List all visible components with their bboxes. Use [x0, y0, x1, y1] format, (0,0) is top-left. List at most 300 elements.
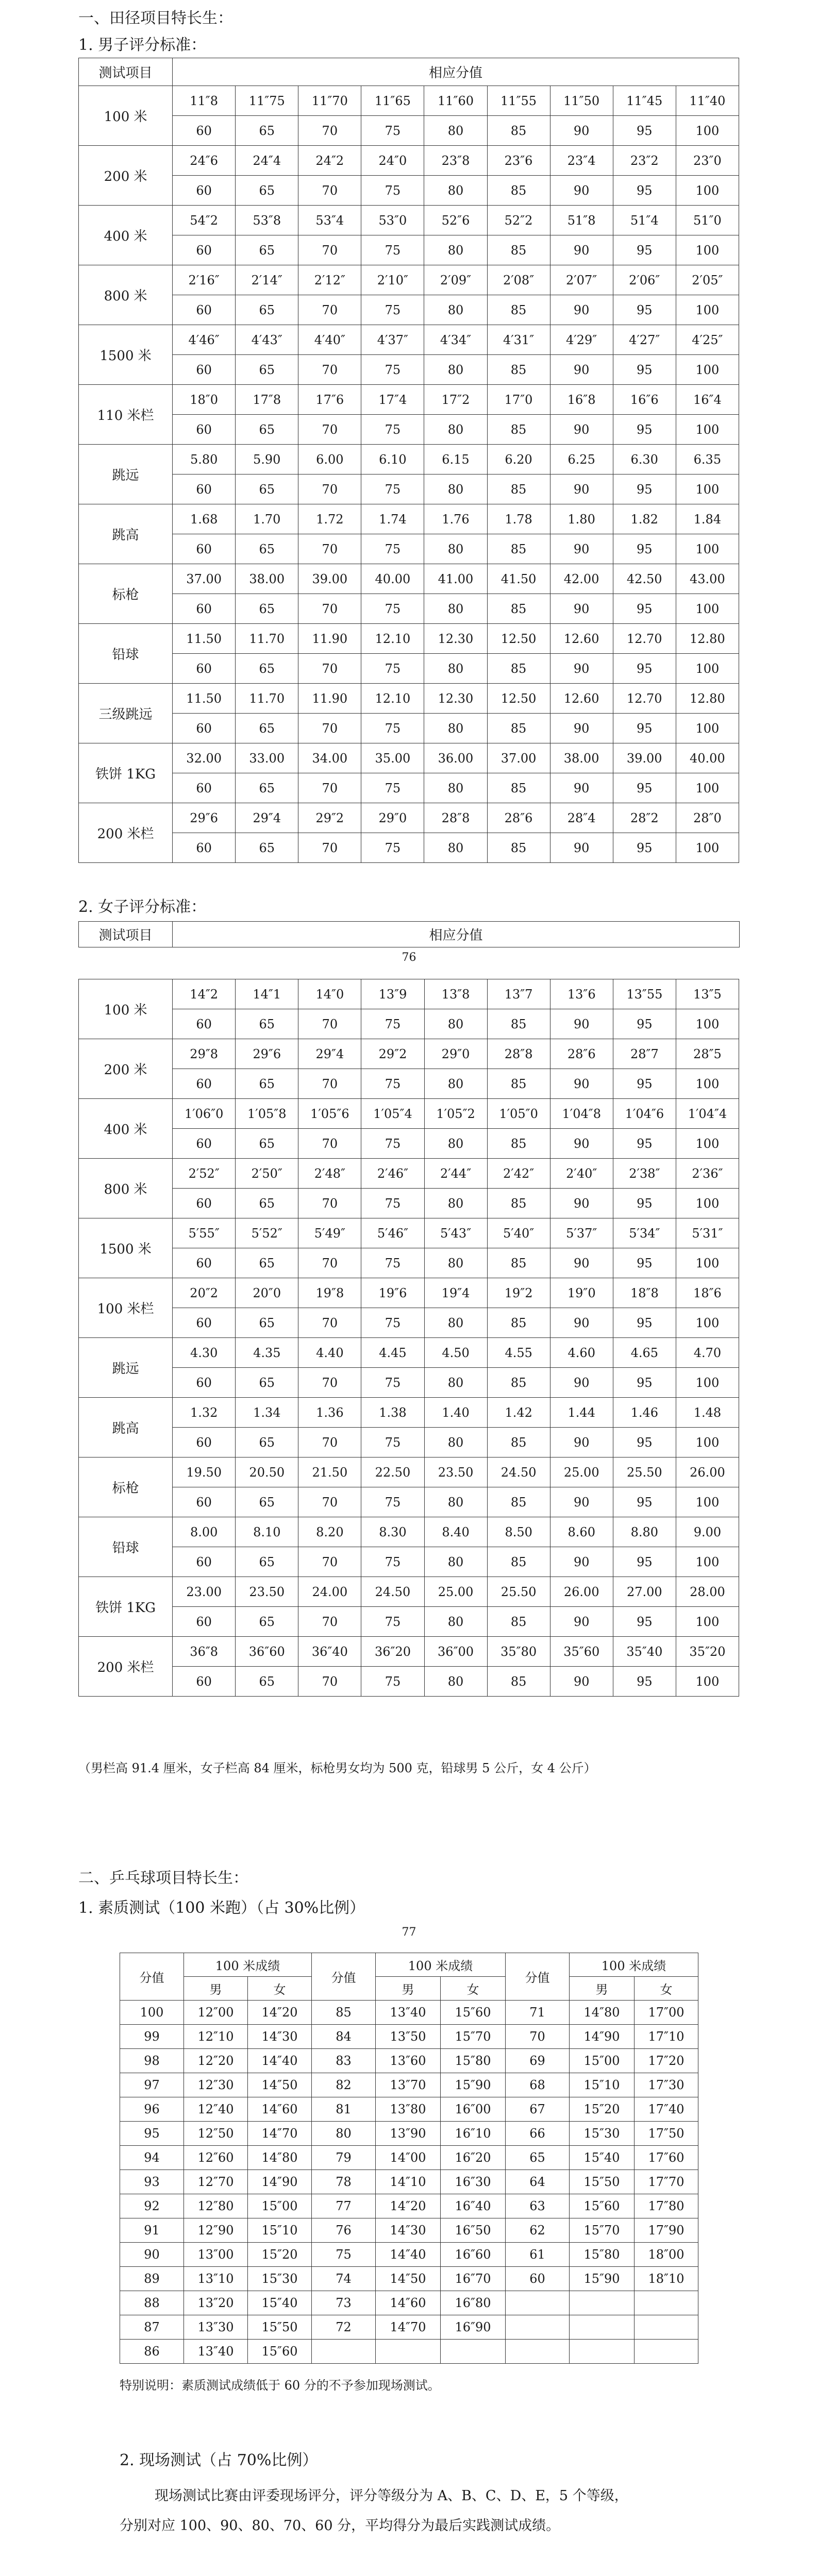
- result-cell: 5′40″: [487, 1218, 550, 1248]
- score-cell: 85: [487, 1009, 550, 1039]
- result-cell: 8.80: [613, 1517, 676, 1547]
- male-time-cell: 12″60: [184, 2146, 248, 2170]
- score-cell: 75: [361, 116, 424, 146]
- col-header-male: 男: [570, 1977, 635, 2001]
- result-cell: 1.80: [550, 504, 613, 534]
- result-cell: 2′40″: [550, 1159, 613, 1189]
- result-cell: 37.00: [487, 743, 550, 773]
- score-row: [79, 1547, 739, 1577]
- result-cell: 24.50: [361, 1577, 424, 1607]
- male-time-cell: 15″80: [570, 2243, 635, 2267]
- score-cell: 65: [236, 1248, 298, 1278]
- result-cell: 24″6: [173, 146, 236, 176]
- score-cell: 60: [173, 1667, 236, 1697]
- result-cell: 21.50: [298, 1458, 361, 1487]
- score-cell: 70: [506, 2025, 570, 2049]
- result-cell: 16″4: [676, 385, 739, 415]
- result-cell: 28″4: [550, 803, 613, 833]
- female-time-cell: [635, 2340, 698, 2364]
- score-cell: 80: [424, 235, 487, 265]
- result-cell: 40.00: [676, 743, 739, 773]
- result-row: [79, 1278, 739, 1308]
- result-cell: 29″0: [424, 1039, 487, 1069]
- male-time-cell: 12″00: [184, 2001, 248, 2025]
- result-cell: 6.00: [298, 445, 361, 474]
- event-name: 跳高: [79, 1398, 173, 1458]
- score-cell: 100: [676, 1009, 739, 1039]
- score-cell: 60: [173, 1368, 236, 1398]
- result-cell: 1.48: [676, 1398, 739, 1428]
- score-cell: 75: [361, 594, 424, 624]
- male-time-cell: 12″80: [184, 2194, 248, 2218]
- score-cell: 98: [120, 2049, 184, 2073]
- female-time-cell: [635, 2291, 698, 2315]
- score-cell: 100: [676, 594, 739, 624]
- male-time-cell: 13″30: [184, 2315, 248, 2340]
- result-cell: 26.00: [550, 1577, 613, 1607]
- result-cell: 20″2: [173, 1278, 236, 1308]
- result-cell: 2′42″: [487, 1159, 550, 1189]
- score-cell: 60: [173, 1487, 236, 1517]
- result-cell: 20″0: [236, 1278, 298, 1308]
- result-row: [79, 624, 739, 654]
- result-cell: 40.00: [361, 564, 424, 594]
- result-cell: 35″40: [613, 1637, 676, 1667]
- score-cell: 100: [676, 176, 739, 206]
- score-cell: 100: [676, 1368, 739, 1398]
- col-header-female: 女: [635, 1977, 698, 2001]
- score-cell: 100: [676, 1607, 739, 1637]
- score-cell: 100: [676, 1248, 739, 1278]
- score-cell: 90: [550, 534, 613, 564]
- score-cell: 60: [173, 1308, 236, 1338]
- result-cell: 38.00: [550, 743, 613, 773]
- score-cell: 60: [173, 176, 236, 206]
- score-cell: 95: [613, 714, 676, 743]
- result-cell: 1.36: [298, 1398, 361, 1428]
- result-cell: 2′12″: [298, 265, 361, 295]
- score-cell: 75: [361, 176, 424, 206]
- female-time-cell: 16″10: [441, 2122, 506, 2146]
- score-cell: 85: [487, 415, 550, 445]
- result-cell: 29″6: [173, 803, 236, 833]
- score-cell: 70: [298, 1248, 361, 1278]
- score-cell: 60: [173, 654, 236, 684]
- result-cell: 12.60: [550, 684, 613, 714]
- score-cell: 75: [361, 474, 424, 504]
- result-cell: 13″55: [613, 979, 676, 1009]
- male-time-cell: [570, 2340, 635, 2364]
- result-cell: 12.50: [487, 684, 550, 714]
- result-row: [79, 385, 739, 415]
- female-time-cell: 17″90: [635, 2218, 698, 2243]
- result-cell: 6.15: [424, 445, 487, 474]
- score-cell: 60: [173, 594, 236, 624]
- score-cell: 80: [424, 1248, 487, 1278]
- result-cell: 6.30: [613, 445, 676, 474]
- score-cell: 60: [173, 116, 236, 146]
- score-cell: 95: [613, 176, 676, 206]
- score-cell: 75: [361, 1189, 424, 1218]
- result-cell: 35″80: [487, 1637, 550, 1667]
- col-header-male: 男: [184, 1977, 248, 2001]
- female-time-cell: 14″30: [248, 2025, 312, 2049]
- result-cell: 6.10: [361, 445, 424, 474]
- score-cell: 90: [550, 355, 613, 385]
- result-cell: 4.60: [550, 1338, 613, 1368]
- result-cell: 13″8: [424, 979, 487, 1009]
- result-cell: 1.82: [613, 504, 676, 534]
- score-cell: 70: [298, 176, 361, 206]
- score-cell: 90: [550, 235, 613, 265]
- score-cell: 90: [550, 773, 613, 803]
- score-cell: 100: [676, 654, 739, 684]
- female-time-cell: 18″00: [635, 2243, 698, 2267]
- result-row: [79, 325, 739, 355]
- result-cell: 8.40: [424, 1517, 487, 1547]
- result-cell: 23.00: [173, 1577, 236, 1607]
- result-cell: 4′43″: [236, 325, 298, 355]
- female-time-cell: 15″40: [248, 2291, 312, 2315]
- score-cell: [506, 2315, 570, 2340]
- female-time-cell: 15″50: [248, 2315, 312, 2340]
- result-cell: 12.10: [361, 684, 424, 714]
- result-cell: 1′04″4: [676, 1099, 739, 1129]
- male-time-cell: 13″10: [184, 2267, 248, 2291]
- result-cell: 11″70: [298, 86, 361, 116]
- result-cell: 1.84: [676, 504, 739, 534]
- score-cell: 97: [120, 2073, 184, 2097]
- result-cell: 2′09″: [424, 265, 487, 295]
- score-cell: 65: [236, 1129, 298, 1159]
- result-cell: 35″20: [676, 1637, 739, 1667]
- event-name: 跳高: [79, 504, 173, 564]
- result-cell: 2′48″: [298, 1159, 361, 1189]
- score-cell: 90: [550, 594, 613, 624]
- col-header-female: 女: [248, 1977, 312, 2001]
- section1-heading: 一、田径项目特长生：: [78, 9, 233, 27]
- female-time-cell: 17″70: [635, 2170, 698, 2194]
- male-time-cell: 15″40: [570, 2146, 635, 2170]
- score-cell: 100: [676, 1308, 739, 1338]
- score-cell: 78: [312, 2170, 376, 2194]
- result-cell: 1.46: [613, 1398, 676, 1428]
- score-cell: 68: [506, 2073, 570, 2097]
- result-cell: 28.00: [676, 1577, 739, 1607]
- result-cell: 16″6: [613, 385, 676, 415]
- result-cell: 23″6: [487, 146, 550, 176]
- score-row: [79, 176, 739, 206]
- score-cell: 96: [120, 2097, 184, 2122]
- col-header-score: 分值: [120, 1953, 184, 2001]
- score-cell: 100: [676, 415, 739, 445]
- score-cell: 95: [613, 474, 676, 504]
- score-row: [79, 654, 739, 684]
- result-cell: 5.90: [236, 445, 298, 474]
- result-cell: 39.00: [298, 564, 361, 594]
- event-name: 200 米栏: [79, 803, 173, 863]
- score-cell: 85: [487, 235, 550, 265]
- result-cell: 1.76: [424, 504, 487, 534]
- score-cell: 100: [676, 235, 739, 265]
- result-cell: 11″45: [613, 86, 676, 116]
- score-cell: 75: [361, 1248, 424, 1278]
- score-cell: 85: [487, 355, 550, 385]
- score-cell: 85: [487, 1607, 550, 1637]
- score-cell: 95: [613, 1189, 676, 1218]
- score-cell: 90: [550, 1428, 613, 1458]
- result-cell: 38.00: [236, 564, 298, 594]
- score-cell: 64: [506, 2170, 570, 2194]
- result-cell: 4.70: [676, 1338, 739, 1368]
- table-row: [120, 2170, 698, 2194]
- event-name: 400 米: [79, 206, 173, 265]
- result-cell: 1′05″4: [361, 1099, 424, 1129]
- table-row: [120, 2097, 698, 2122]
- score-cell: 88: [120, 2291, 184, 2315]
- female-time-cell: 14″70: [248, 2122, 312, 2146]
- result-row: [79, 1159, 739, 1189]
- score-cell: 95: [613, 1667, 676, 1697]
- score-cell: 85: [487, 1129, 550, 1159]
- score-cell: 85: [487, 116, 550, 146]
- result-cell: 11″50: [550, 86, 613, 116]
- score-cell: 65: [236, 415, 298, 445]
- result-cell: 52″6: [424, 206, 487, 235]
- score-row: [79, 1248, 739, 1278]
- result-cell: 23.50: [424, 1458, 487, 1487]
- result-cell: 29″4: [236, 803, 298, 833]
- result-cell: 23.50: [236, 1577, 298, 1607]
- result-cell: 19″4: [424, 1278, 487, 1308]
- score-cell: 95: [613, 1607, 676, 1637]
- result-cell: 12.70: [613, 684, 676, 714]
- event-name: 标枪: [79, 564, 173, 624]
- col-header-result: 100 米成绩: [184, 1953, 312, 1977]
- result-cell: 5.80: [173, 445, 236, 474]
- event-name: 200 米: [79, 1039, 173, 1099]
- score-cell: 69: [506, 2049, 570, 2073]
- score-cell: 85: [487, 594, 550, 624]
- score-cell: 70: [298, 355, 361, 385]
- result-cell: 51″0: [676, 206, 739, 235]
- male-time-cell: 13″50: [376, 2025, 441, 2049]
- event-name: 1500 米: [79, 1218, 173, 1278]
- result-cell: 1′05″6: [298, 1099, 361, 1129]
- score-cell: 70: [298, 594, 361, 624]
- female-time-cell: 15″60: [248, 2340, 312, 2364]
- score-cell: 80: [424, 1667, 487, 1697]
- score-cell: 75: [361, 235, 424, 265]
- female-scoring-table: [78, 979, 739, 1697]
- table-row: [120, 2073, 698, 2097]
- score-cell: 85: [487, 773, 550, 803]
- score-cell: 95: [613, 295, 676, 325]
- result-cell: 51″8: [550, 206, 613, 235]
- score-row: [79, 1428, 739, 1458]
- result-cell: 8.60: [550, 1517, 613, 1547]
- female-time-cell: 17″20: [635, 2049, 698, 2073]
- score-cell: 60: [173, 415, 236, 445]
- score-cell: 76: [312, 2218, 376, 2243]
- score-cell: 75: [361, 1009, 424, 1039]
- result-cell: 51″4: [613, 206, 676, 235]
- score-cell: 65: [236, 1009, 298, 1039]
- result-cell: 1.74: [361, 504, 424, 534]
- score-cell: [506, 2340, 570, 2364]
- score-cell: 75: [361, 773, 424, 803]
- col-header-item: 测试项目: [79, 922, 173, 947]
- score-cell: 95: [613, 1308, 676, 1338]
- score-cell: 90: [550, 474, 613, 504]
- result-cell: 8.20: [298, 1517, 361, 1547]
- result-cell: 8.00: [173, 1517, 236, 1547]
- score-row: [79, 355, 739, 385]
- result-cell: 1.32: [173, 1398, 236, 1428]
- result-cell: 36″8: [173, 1637, 236, 1667]
- score-cell: 80: [424, 773, 487, 803]
- result-row: [79, 86, 739, 116]
- score-cell: 60: [173, 1189, 236, 1218]
- score-cell: 70: [298, 1428, 361, 1458]
- event-name: 400 米: [79, 1099, 173, 1159]
- score-cell: 70: [298, 1069, 361, 1099]
- score-cell: 65: [236, 833, 298, 863]
- result-cell: 6.25: [550, 445, 613, 474]
- score-row: [79, 1667, 739, 1697]
- result-cell: 37.00: [173, 564, 236, 594]
- result-cell: 16″8: [550, 385, 613, 415]
- result-row: [79, 803, 739, 833]
- female-time-cell: 17″40: [635, 2097, 698, 2122]
- female-time-cell: 16″70: [441, 2267, 506, 2291]
- score-cell: 95: [613, 1129, 676, 1159]
- result-cell: 53″8: [236, 206, 298, 235]
- male-standard-heading: 1. 男子评分标准：: [78, 36, 207, 54]
- result-cell: 5′34″: [613, 1218, 676, 1248]
- result-cell: 11.90: [298, 624, 361, 654]
- result-cell: 14″1: [236, 979, 298, 1009]
- result-cell: 19.50: [173, 1458, 236, 1487]
- result-cell: 2′36″: [676, 1159, 739, 1189]
- score-cell: 80: [424, 1189, 487, 1218]
- result-cell: 11.50: [173, 684, 236, 714]
- result-cell: 28″2: [613, 803, 676, 833]
- score-cell: 90: [550, 295, 613, 325]
- score-row: [79, 833, 739, 863]
- table-row: [120, 2243, 698, 2267]
- female-time-cell: 16″20: [441, 2146, 506, 2170]
- result-row: [79, 1218, 739, 1248]
- result-cell: 52″2: [487, 206, 550, 235]
- col-header-female: 女: [441, 1977, 506, 2001]
- score-cell: [312, 2340, 376, 2364]
- result-cell: 17″2: [424, 385, 487, 415]
- result-cell: 12.80: [676, 684, 739, 714]
- score-cell: 100: [676, 1129, 739, 1159]
- male-time-cell: 12″30: [184, 2073, 248, 2097]
- result-cell: 25.00: [550, 1458, 613, 1487]
- result-cell: 43.00: [676, 564, 739, 594]
- male-time-cell: 15″00: [570, 2049, 635, 2073]
- result-cell: 5′46″: [361, 1218, 424, 1248]
- score-cell: 100: [676, 116, 739, 146]
- female-time-cell: 17″00: [635, 2001, 698, 2025]
- score-cell: 70: [298, 773, 361, 803]
- male-time-cell: 14″80: [570, 2001, 635, 2025]
- score-cell: 79: [312, 2146, 376, 2170]
- table-row: [120, 2340, 698, 2364]
- score-cell: 65: [236, 295, 298, 325]
- result-cell: 28″5: [676, 1039, 739, 1069]
- score-cell: 60: [173, 355, 236, 385]
- score-cell: 90: [550, 1069, 613, 1099]
- result-cell: 17″4: [361, 385, 424, 415]
- score-cell: 85: [487, 176, 550, 206]
- result-cell: 1′05″2: [424, 1099, 487, 1129]
- result-cell: 17″0: [487, 385, 550, 415]
- score-cell: 82: [312, 2073, 376, 2097]
- result-cell: 23″0: [676, 146, 739, 176]
- result-cell: 28″6: [550, 1039, 613, 1069]
- result-row: [79, 1577, 739, 1607]
- score-cell: 95: [613, 534, 676, 564]
- score-cell: 75: [361, 1667, 424, 1697]
- score-cell: 65: [236, 714, 298, 743]
- score-row: [79, 1009, 739, 1039]
- score-cell: 60: [173, 1547, 236, 1577]
- result-cell: 4′31″: [487, 325, 550, 355]
- result-cell: 5′43″: [424, 1218, 487, 1248]
- score-cell: 95: [613, 1368, 676, 1398]
- result-cell: 54″2: [173, 206, 236, 235]
- score-cell: 85: [487, 1368, 550, 1398]
- result-cell: 25.50: [487, 1577, 550, 1607]
- result-cell: 12.30: [424, 684, 487, 714]
- score-cell: 83: [312, 2049, 376, 2073]
- female-time-cell: 15″60: [441, 2001, 506, 2025]
- result-cell: 2′44″: [424, 1159, 487, 1189]
- result-row: [79, 979, 739, 1009]
- table-row: [120, 2315, 698, 2340]
- score-row: [79, 1189, 739, 1218]
- female-time-cell: 15″10: [248, 2218, 312, 2243]
- score-cell: 65: [236, 176, 298, 206]
- score-cell: 80: [424, 833, 487, 863]
- page-number: 76: [402, 951, 416, 964]
- result-cell: 2′05″: [676, 265, 739, 295]
- score-cell: 95: [120, 2122, 184, 2146]
- score-row: [79, 1607, 739, 1637]
- score-cell: 70: [298, 295, 361, 325]
- score-cell: 90: [120, 2243, 184, 2267]
- score-cell: 65: [236, 1428, 298, 1458]
- score-cell: 95: [613, 1547, 676, 1577]
- result-cell: 11″65: [361, 86, 424, 116]
- result-cell: 1.72: [298, 504, 361, 534]
- result-cell: 53″0: [361, 206, 424, 235]
- fitness-test-note: 特别说明：素质测试成绩低于 60 分的不予参加现场测试。: [120, 2378, 440, 2393]
- result-cell: 39.00: [613, 743, 676, 773]
- score-cell: 80: [424, 654, 487, 684]
- result-cell: 1.42: [487, 1398, 550, 1428]
- male-time-cell: 13″70: [376, 2073, 441, 2097]
- score-cell: 95: [613, 415, 676, 445]
- result-cell: 28″8: [424, 803, 487, 833]
- score-cell: 90: [550, 1308, 613, 1338]
- score-cell: 75: [361, 1308, 424, 1338]
- result-cell: 4′40″: [298, 325, 361, 355]
